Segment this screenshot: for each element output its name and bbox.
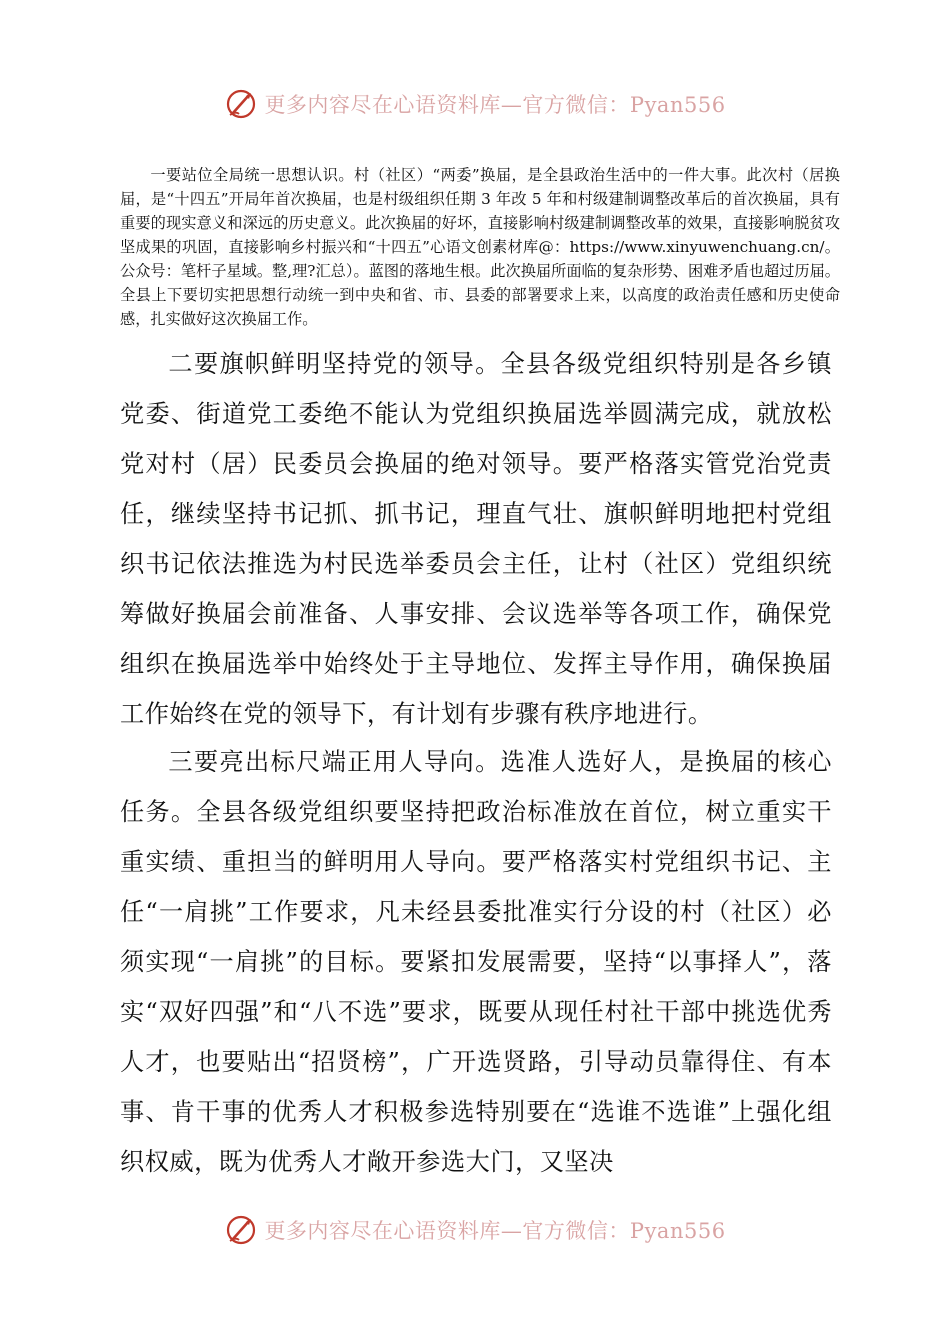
pen-circle-logo-icon [224, 1213, 258, 1247]
footer-watermark-banner [0, 1210, 950, 1250]
pen-circle-logo-icon [224, 87, 258, 121]
paragraph-3: 三要亮出标尺端正用人导向。选准人选好人，是换届的核心任务。全县各级党组织要坚持把政治标准放在首位，树立重实干重实绩、重担当的鲜明用人导向。要严格落实村党组织书记、主任“一肩挑”工作要求，凡未经县委批准实行分设的村（社区）必须实现“一肩挑”的目标。要紧扣发展需要，坚持“以事择人”，落实“双好四强”和“八不选”要求，既要从现任村社干部中挑选优秀人才，也要贴出“招贤榜”，广开选贤路，引导动员靠得住、有本事、肯干事的优秀人才积极参选特别要在“选谁不选谁”上强化组织权威，既为优秀人才敞开参选大门，又坚决 [120, 748, 832, 1176]
paragraph-2: 二要旗帜鲜明坚持党的领导。全县各级党组织特别是各乡镇党委、街道党工委绝不能认为党组织换届选举圆满完成，就放松党对村（居）民委员会换届的绝对领导。要严格落实管党治党责任，继续坚持书记抓、抓书记，理直气壮、旗帜鲜明地把村党组织书记依法推选为村民选举委员会主任，让村（社区）党组织统筹做好换届会前准备、人事安排、会议选举等各项工作，确保党组织在换届选举中始终处于主导地位、发挥主导作用，确保换届工作始终在党的领导下，有计划有步骤有秩序地进行。 [120, 350, 832, 728]
header-watermark-banner [0, 84, 950, 124]
footer-banner-text: 更多内容尽在心语资料库—官方微信：Pyan556 [264, 1219, 726, 1243]
paragraph-1: 一要站位全局统一思想认识。村（社区）“两委”换届，是全县政治生活中的一件大事。此次村（居换届，是“十四五”开局年首次换届，也是村级组织任期 3 年改 5 年和村级建制调整改革后的首次换届，具有重要的现实意义和深远的历史意义。此次换届的好坏，直接影响村级建制调整改革的效果，直接影响脱贫攻坚成果的巩固，直接影响乡村振兴和“十四五”心语文创素材库@：https://www.xinyuwenchuang.cn/。公众号：笔杆子星域。整,理?汇总）。蓝图的落地生根。此次换届所面临的复杂形势、困难矛盾也超过历届。全县上下要切实把思想行动统一到中央和省、市、县委的部署要求上来，以高度的政治责任感和历史使命感，扎实做好这次换届工作。 [120, 166, 840, 328]
header-banner-text: 更多内容尽在心语资料库—官方微信：Pyan556 [264, 93, 726, 117]
